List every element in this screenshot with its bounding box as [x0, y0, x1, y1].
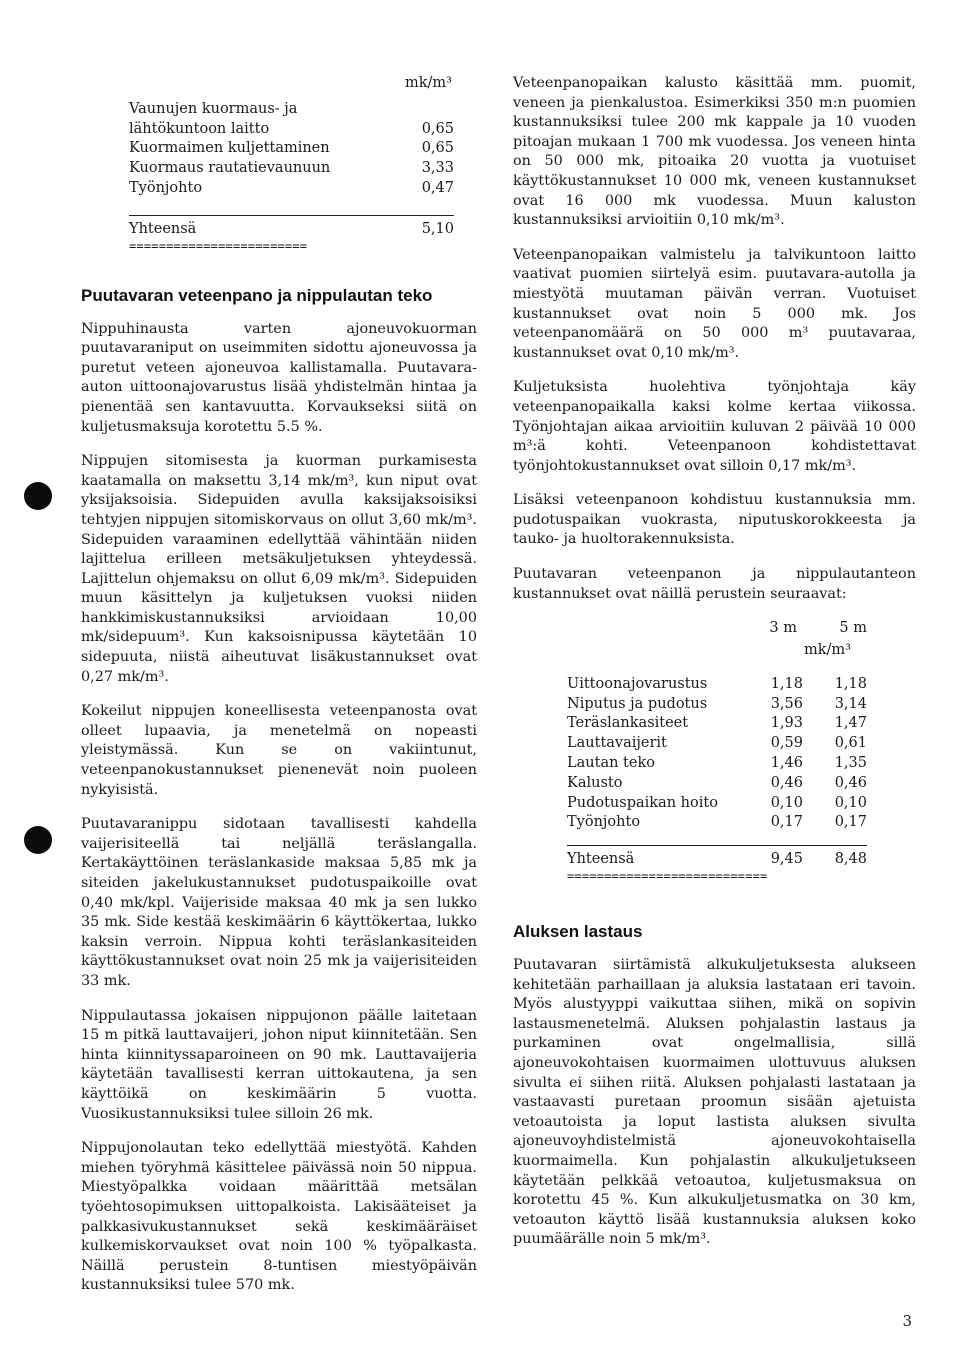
right-column [513, 74, 916, 1265]
paragraph: Nippujonolautan teko edellyttää miestyötä. Kahden miehen työryhmä käsittelee päivässä noin 50 nippua. Miestyöpalkka voidaan määrittää metsälan työehtosopimuksen uittopalkoista. Lakisääteiset ja palkkasivukustannukset sekä keskimääräiset kulkemiskorvaukset ovat noin 100 % työpalkasta. Näillä perustein 8-tuntisen miestyöpäivän kustannuksiksi tulee 570 mk. [81, 1140, 477, 1294]
table-row: Pudotuspaikan hoito 0,10 0,10 [567, 794, 867, 811]
paragraph: Lisäksi veteenpanoon kohdistuu kustannuksia mm. pudotuspaikan vuokrasta, niputuskorokkeesta ja tauko- ja huoltorakennuksista. [513, 492, 916, 548]
loading-cost-table [129, 74, 454, 252]
table-unit: mk/m³ [405, 75, 452, 91]
double-rule: =========================== [567, 870, 768, 883]
punch-hole-bottom [24, 826, 52, 854]
paragraph: Veteenpanopaikan valmistelu ja talvikuntoon laitto vaativat puomien siirtelyä esim. puutavara-autolla ja miestyötä muutaman päivän verran. Vuotuiset kustannukset ovat noin 5 000 mk. Jos veteenpanomäärä on 50 000 m³ puutavaraa, kustannukset ovat 0,10 mk/m³. [513, 246, 916, 361]
paragraph: Kokeilut nippujen koneellisesta veteenpanosta ovat olleet lupaavia, ja menetelmä on nopeasti yleistymässä. Kun se on vakiintunut, veteenpanokustannukset pienenevät noin puoleen nykyisistä. [81, 703, 477, 798]
table-row: Kuormaimen kuljettaminen 0,65 [129, 140, 454, 157]
paragraph: Nippujen sitomisesta ja kuorman purkamisesta kaatamalla on maksettu 3,14 mk/m³, kun niput ovat yksijaksoisia. Sidepuiden avulla kaksijaksoisiksi tehtyjen nippujen sitomiskorvaus on ollut 3,60 mk/m³. Sidepuiden varaaminen edellyttää vähintään niiden lajittelua erilleen metsäkuljetuksen yhteydessä. Lajittelun ohjemaksu on ollut 6,09 mk/m³. Sidepuiden muun käsittelyn ja kuljetuksen vuoksi niiden hankkimiskustannuksiksi arvioidaan 10,00 mk/sidepuum³. Kun kaksoisnipussa käytetään 10 sidepuuta, niistä aiheutuvat lisäkustannukset ovat 0,27 mk/m³. [81, 453, 477, 685]
sum-divider [129, 215, 454, 216]
table-unit: mk/m³ [804, 642, 851, 659]
section-heading: Puutavaran veteenpano ja nippulautan teko [81, 285, 433, 305]
column-header-3m: 3 m [769, 620, 797, 637]
column-header-5m: 5 m [839, 620, 867, 637]
paragraph: Puutavaran siirtämistä alkukuljetuksesta alukseen kehitetään parhaillaan ja aluksia lastataan eri tavoin. Myös alustyyppi vaikuttaa siihen, mikä on sopivin lastausmenetelmä. Aluksen pohjalastin lastaus ja purkaminen ovat ongelmallisia, sillä ajoneuvokohtaisen kuormaimen ulottuvuus aluksen sivulta ei siihen riitä. Aluksen pohjalasti lastataan ja vastaavasti puretaan proomun sisään ajetuista vetoautoista ja loput lastista aluksen sivulta ajoneuvoyhdistelmistä ajoneuvokohtaisella kuormaimella. Kun pohjalastin alkukuljetukseen käytetään pelkkää vetoautoa, kuljetusmaksua on korotettu 45 %. Kun alkukuljetusmatka on 30 km, vetoauton käyttö lisää kustannuksia aluksen koko puumäärälle noin 5 mk/m³. [513, 957, 916, 1248]
table-row: Lauttavaijerit 0,59 0,61 [567, 735, 867, 752]
paragraph: Kuljetuksista huolehtiva työnjohtaja käy veteenpanopaikalla kaksi kolme kertaa viikossa. Työnjohtajan aikaa arvioitiin kuluvan 2 päivää 10 000 m³:ä kohti. Veteenpanoon kohdistettavat työnjohtokustannukset ovat silloin 0,17 mk/m³. [513, 379, 916, 474]
paragraph: Veteenpanopaikan kalusto käsittää mm. puomit, veneen ja pienkalustoa. Esimerkiksi 350 m:n puomien kustannuksiksi tulee 200 mk kappale ja 10 vuoden pitoajan mukaan 1 700 mk vuodessa. Jos veneen hinta on 50 000 mk, pitoaika 20 vuotta ja vuotuiset käyttökustannukset 10 000 mk, veneen kustannukset ovat 16 000 mk vuodessa. Muun kaluston kustannuksiksi arvioitiin 0,10 mk/m³. [513, 75, 916, 229]
table-row: Työnjohto 0,47 [129, 179, 454, 196]
section-heading: Aluksen lastaus [513, 922, 643, 942]
table-header [567, 619, 867, 639]
table-row: Kuormaus rautatievaunuun 3,33 [129, 160, 454, 177]
paragraph: Nippulautassa jokaisen nippujonon päälle laitetaan 15 m pitkä lauttavaijeri, johon niput kiinnitetään. Sen hinta kiinnityssaparoineen on 90 mk. Lauttavaijeria käytetään tavallisesti kerran uittokautena, ja sen käyttöikä on keskimäärin 5 vuotta. Vuosikustannuksiksi tulee silloin 26 mk. [81, 1007, 477, 1122]
table-row: Uittoonajovarustus 1,18 1,18 [567, 675, 867, 692]
table-row: Vaunujen kuormaus- ja [129, 100, 298, 117]
floating-cost-table [567, 619, 867, 882]
table-row: Työnjohto 0,17 0,17 [567, 814, 867, 831]
total-row: Yhteensä 9,45 8,48 [567, 851, 867, 868]
table-row: Kalusto 0,46 0,46 [567, 774, 867, 791]
table-row: Teräslankasiteet 1,93 1,47 [567, 715, 867, 732]
page-number: 3 [902, 1312, 912, 1330]
punch-hole-top [24, 482, 52, 510]
paragraph: Puutavaran veteenpanon ja nippulautanteon kustannukset ovat näillä perustein seuraavat: [513, 566, 916, 602]
table-row: lähtökuntoon laitto 0,65 [129, 120, 454, 137]
total-row: Yhteensä 5,10 [129, 220, 454, 237]
left-column [81, 74, 477, 1311]
table-row: Lautan teko 1,46 1,35 [567, 755, 867, 772]
paragraph: Puutavaranippu sidotaan tavallisesti kahdella vaijerisiteellä tai neljällä teräslangalla. Kertakäyttöinen teräslankaside maksaa 5,85 mk ja siteiden jakelukustannukset pudotuspaikoille ovat 0,40 mk/kpl. Vaijeriside maksaa 40 mk ja sen lukko 35 mk. Side kestää keskimäärin 6 käyttökertaa, lukko kaksin verroin. Nippua kohti teräslankasiteiden käyttökustannukset ovat noin 25 mk ja vaijerisiteiden 33 mk. [81, 816, 477, 989]
double-rule: ======================== [129, 239, 308, 252]
paragraph: Nippuhinausta varten ajoneuvokuorman puutavaraniput on useimmiten sidottu ajoneuvossa ja puretut veteen ajoneuvoa kallistamalla. Puutavara-auton uittoonajovarustus lisää yhdistelmän hintaa ja pienentää sen kantavuutta. Korvaukseksi siitä on kuljetusmaksuja korotettu 5.5 %. [81, 320, 477, 435]
sum-divider [567, 845, 867, 846]
table-row: Niputus ja pudotus 3,56 3,14 [567, 695, 867, 712]
